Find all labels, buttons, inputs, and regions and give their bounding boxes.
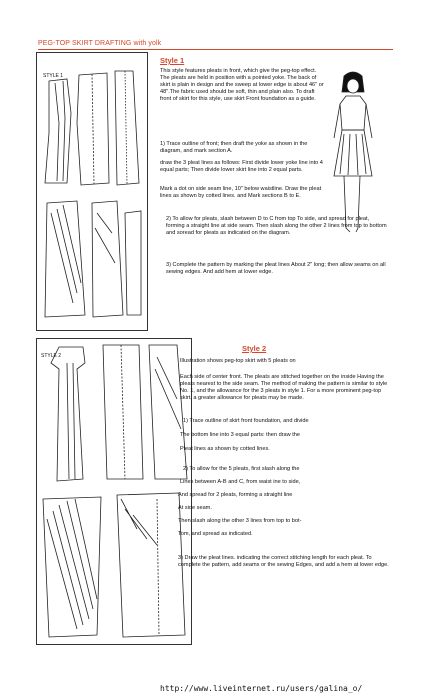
style2-title: Style 2: [242, 344, 267, 353]
style2-step1c: Pleat lines as shown by cotted lines.: [180, 446, 270, 452]
header-rule: [38, 49, 393, 50]
style2-diagram: [36, 338, 192, 645]
style1-step2: 2) To allow for pleats, slash between D to C from top To side, and spread for pleat, forming a straight line at side seam. Then slash along the other 2 lines from top to bottom and soread for pleats as indicated on the diagram.: [166, 216, 387, 237]
style2-step1a: 1) Trace outline of skirt front foundation, and divide: [183, 418, 309, 424]
style2-step2c: And spread for 2 pleats, forming a straight line: [178, 492, 293, 498]
style1-figure-illustration: [326, 68, 380, 238]
style1-diagram-label: STYLE 1: [43, 73, 64, 79]
style2-step3: 3) Draw the pleat lines. indicating the correct stitching length for each pleat. To complete the pattern, add seams or the sewing Edges, and add a hem at lower edge.: [178, 555, 389, 569]
style2-para2: Each side of center front. The pleats are stitched together on the inside Having the pleats nearest to the side seam. The method of making the pattern is similar to style No. 1, and the allowance for the 3 pleats in style 1. For a more prominent peg-top skirt, a greater allowance for pleats may be made.: [180, 374, 388, 402]
style2-step2e: Then slash along the other 3 lines from top to bot-: [178, 518, 302, 524]
style2-intro: Illustration shows peg-top skirt with 5 pleats on: [180, 358, 296, 364]
style2-diagram-label: STYLE 2: [41, 353, 62, 359]
style1-pattern-drawing: [37, 53, 147, 330]
footer-url[interactable]: http://www.liveinternet.ru/users/galina_o/: [160, 684, 363, 693]
style2-step2b: Lines between A-B and C, from waist ine to side,: [180, 479, 301, 485]
style1-intro: This style features pleats in front, which give the peg-top effect. The pleats are held in position with a pointed yoke. The back of skirt is plain in design and the sweep at lower edge is about 46" or 48".The fabric used should be soft, thin and plain also. To draft front of skirt for this style, use skirt Front foundation as a guide.: [160, 68, 324, 103]
style1-step1b: draw the 3 pleat lines as follows: First divide lower yoke line into 4 equal parts; Then divide lower skirt line into 2 equal parts.: [160, 160, 323, 174]
style1-step1a: 1) Trace outline of front; then draft the yoke as shown in the diagram, and mark section A.: [160, 141, 308, 155]
page-header: PEG-TOP SKIRT DRAFTING with yolk: [38, 40, 162, 47]
style1-step1c: Mark a dot on side seam line, 10" below waistline. Draw the pleat lines as shown by cotted lines. and Mark sections B to E.: [160, 186, 322, 200]
style2-step1b: The bottom line into 3 equal parts: then draw the: [180, 432, 301, 438]
style2-pattern-drawing: [37, 339, 191, 644]
style1-diagram: [36, 52, 148, 331]
style1-title: Style 1: [160, 56, 185, 65]
style2-step2a: 2) To allow for the 5 pleats, first slash along the: [183, 466, 300, 472]
style2-step2f: Tom, and spread as indicated.: [178, 531, 253, 537]
style2-step2d: At side seam.: [178, 505, 212, 511]
style1-step3: 3) Complete the pattern by marking the pleat lines About 2" long; then allow seams on all sewing edges. And add hem at lower edge.: [166, 262, 386, 276]
